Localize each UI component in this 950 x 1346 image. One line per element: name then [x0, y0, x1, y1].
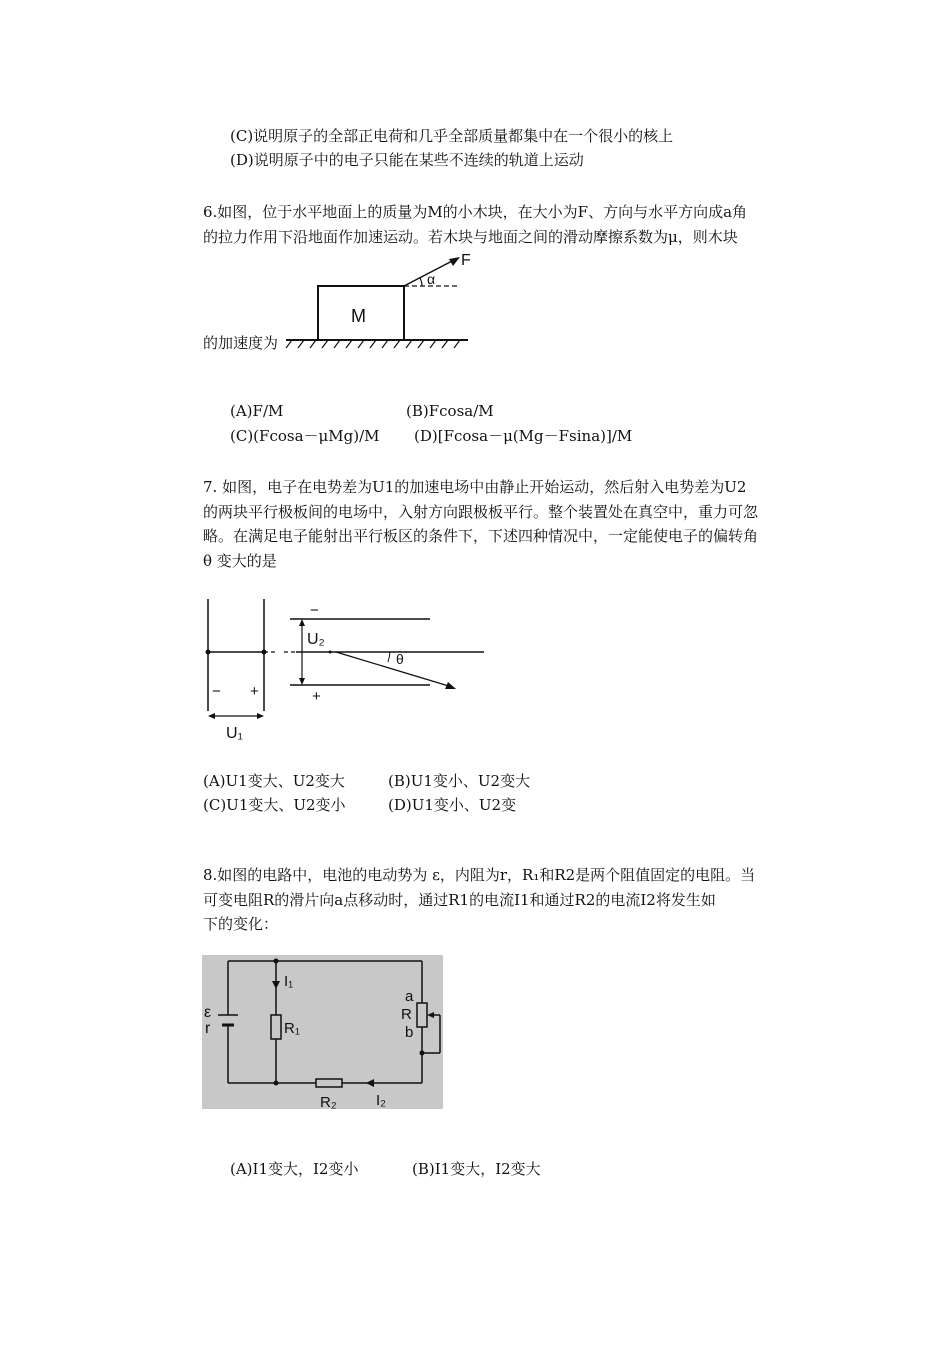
q7-plus-left: + — [250, 683, 259, 700]
q7-u1-label: U₁ — [226, 725, 243, 742]
q8-option-a: (A)I1变大，I2变小 — [230, 1160, 359, 1178]
q8-label-internal-r: r — [205, 1020, 211, 1037]
q7-option-b: (B)U1变小、U2变大 — [388, 772, 531, 790]
q8-label-b: b — [405, 1024, 414, 1041]
q7-u2-label: U₂ — [307, 631, 325, 648]
q7-option-d: (D)U1变小、U2变 — [388, 796, 517, 814]
q8-circuit-figure — [202, 955, 443, 1109]
q8-label-r1: R₁ — [284, 1020, 300, 1037]
q7-plus-bottom: + — [312, 688, 321, 705]
q8-label-r: R — [401, 1006, 412, 1023]
q8-rheostat-r — [417, 1003, 427, 1027]
q7-minus-top: − — [310, 602, 319, 619]
q6-stem-line1: 6.如图，位于水平地面上的质量为M的小木块，在大小为F、方向与水平方向成a角 — [203, 203, 748, 221]
q8-resistor-r1 — [271, 1015, 281, 1039]
q8-stem-line1: 8.如图的电路中，电池的电动势为 ε，内阻为r，R₁和R2是两个阻值固定的电阻。当 — [203, 866, 756, 884]
q8-stem-line2: 可变电阻R的滑片向a点移动时，通过R1的电流I1和通过R2的电流I2将发生如 — [203, 891, 716, 909]
q7-stem-line3: 略。在满足电子能射出平行板区的条件下，下述四种情况中，一定能使电子的偏转角 — [203, 527, 759, 545]
q6-arrow-head — [449, 257, 460, 266]
q7-theta-label: θ — [396, 651, 404, 667]
q6-option-c: (C)(Fcosa－μMg)/M — [230, 427, 380, 445]
q6-stem-line2: 的拉力作用下沿地面作加速运动。若木块与地面之间的滑动摩擦系数为μ，则木块 — [203, 228, 738, 246]
q8-label-r2: R₂ — [320, 1094, 337, 1109]
q6-option-a: (A)F/M — [230, 402, 284, 420]
q8-label-i1: I₁ — [284, 973, 294, 990]
q7-stem-line4: θ 变大的是 — [203, 552, 277, 570]
q8-option-b: (B)I1变大，I2变大 — [412, 1160, 541, 1178]
q6-block-figure — [280, 246, 480, 352]
q8-label-emf: ε — [204, 1004, 212, 1021]
q6-block-label: M — [351, 306, 366, 326]
q6-force-label: F — [461, 252, 471, 269]
q6-angle-label: α — [427, 271, 436, 287]
q8-label-i2: I₂ — [376, 1092, 386, 1109]
q5-option-c: (C)说明原子的全部正电荷和几乎全部质量都集中在一个很小的核上 — [230, 127, 674, 145]
q6-stem-line3: 的加速度为 — [203, 334, 279, 352]
q7-option-c: (C)U1变大、U2变小 — [203, 796, 346, 814]
q7-option-a: (A)U1变大、U2变大 — [203, 772, 345, 790]
q7-stem-line1: 7. 如图，电子在电势差为U1的加速电场中由静止开始运动，然后射入电势差为U2 — [203, 478, 747, 496]
q6-option-d: (D)[Fcosa－μ(Mg－Fsina)]/M — [414, 427, 633, 445]
q6-option-b: (B)Fcosa/M — [406, 402, 494, 420]
q7-stem-line2: 的两块平行极板间的电场中，入射方向跟极板平行。整个装置处在真空中，重力可忽 — [203, 503, 759, 521]
q5-option-d: (D)说明原子中的电子只能在某些不连续的轨道上运动 — [230, 151, 584, 169]
q8-stem-line3: 下的变化： — [203, 915, 279, 933]
q8-label-a: a — [405, 988, 414, 1005]
q7-deflection-figure — [200, 595, 490, 745]
q7-minus-left: − — [212, 683, 221, 700]
q8-resistor-r2 — [316, 1079, 342, 1087]
